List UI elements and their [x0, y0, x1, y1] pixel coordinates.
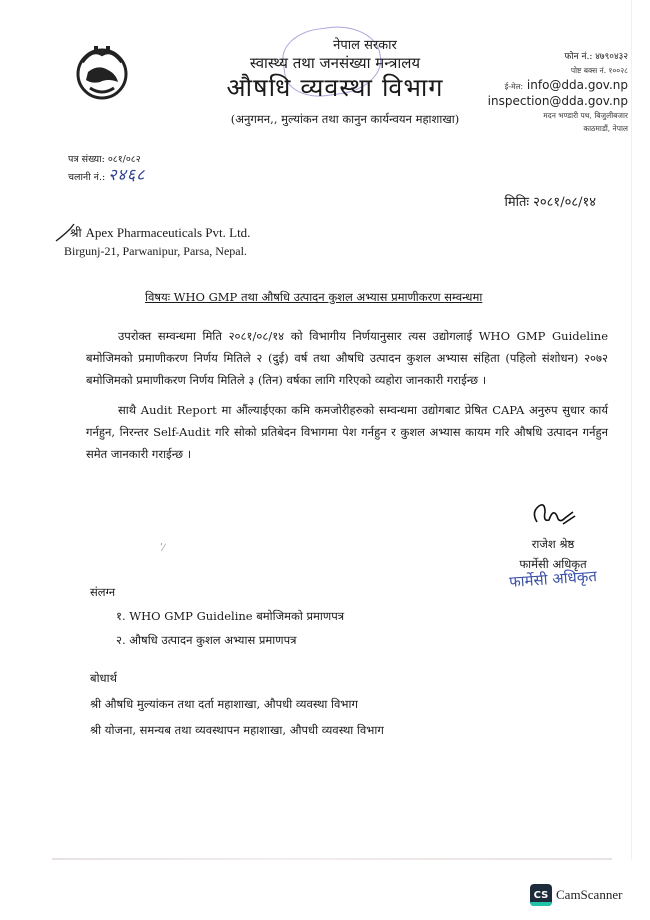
recipient-prefix: श्री — [70, 226, 82, 240]
letterhead — [180, 38, 490, 127]
signature-block — [488, 498, 618, 592]
camscanner-watermark — [530, 884, 622, 906]
letter-number-value: ०८१/०८२ — [107, 154, 141, 165]
camscanner-label: CamScanner — [556, 887, 623, 902]
pencil-mark-icon: ʹ⁄ — [160, 543, 165, 554]
phone-number: फोन नं.: ४७९०४३२ — [564, 52, 628, 62]
address-line-1: मदन भण्डारी पथ, बिजुलीबजार — [543, 111, 628, 120]
nepal-emblem-icon — [72, 42, 132, 102]
cc-section — [90, 665, 384, 743]
letter-date — [504, 192, 596, 210]
recipient-block — [64, 224, 250, 260]
ministry-name: स्वास्थ्य तथा जनसंख्या मन्त्रालय — [249, 54, 421, 72]
reference-block — [68, 152, 146, 185]
recipient-name-line — [64, 224, 250, 242]
dispatch-number — [68, 167, 146, 185]
date-label: मितिः — [504, 195, 530, 210]
date-value: २०८१/०८/१४ — [533, 195, 596, 210]
cc-item: श्री औषधि मुल्यांकन तथा दर्ता महाशाखा, औपधी व्यवस्था विभाग — [90, 697, 358, 711]
contact-block — [448, 50, 628, 135]
attachment-item: १. WHO GMP Guideline बमोजिमको प्रमाणपत्र — [116, 609, 345, 623]
signer-title-stamp: फार्मेसी अधिकृत — [508, 566, 598, 592]
signature-scribble-icon — [527, 498, 579, 530]
po-box: पोष्ट बक्स नं. १००२८ — [570, 66, 628, 75]
division-name: (अनुगमन,, मुल्यांकन तथा कानुन कार्यन्वयन महाशाखा) — [230, 112, 460, 126]
attachment-item: २. औषधि उत्पादन कुशल अभ्यास प्रमाणपत्र — [116, 633, 297, 647]
body-paragraph-2: साथै Audit Report मा औंल्याईएका कमि कमजोरीहरुको सम्वन्धमा उद्योगबाट प्रेषित CAPA अनुरुप सुधार कार्य गर्नहुन, निरन्तर Self-Audit गरि सोको प्रतिबेदन विभागमा पेश गर्नहुन र कुशल अभ्यास कायम गरि औषधि उत्पादन गर्नहुन समेत जानकारी गराईन्छ । — [86, 403, 608, 461]
cc-item: श्री योजना, समन्यब तथा व्यवस्थापन महाशाखा, औपधी व्यवस्था विभाग — [90, 723, 384, 737]
email-label: ई-मेल: — [504, 82, 524, 91]
attachments-heading: संलग्न — [90, 585, 116, 599]
signer-name: राजेश श्रेष्ठ — [531, 537, 575, 551]
cc-heading: बोधार्थ — [90, 671, 117, 685]
camscanner-logo-icon: CS — [530, 884, 552, 906]
letter-subject: विषयः WHO GMP तथा औषधि उत्पादन कुशल अभ्यास प्रमाणीकरण सम्वन्धमा — [145, 290, 483, 304]
signer-title: फार्मेसी अधिकृत — [519, 557, 587, 571]
page-edge-bottom — [52, 858, 612, 860]
department-name: औषधि व्यवस्था विभाग — [226, 73, 444, 102]
dispatch-number-value: २४६८ — [108, 165, 146, 184]
attachments-list — [116, 604, 344, 652]
page-edge-right — [631, 0, 632, 860]
email-info: info@dda.gov.np — [526, 78, 628, 92]
attachments-section — [90, 580, 344, 652]
address-line-2: काठमाडौं, नेपाल — [583, 124, 628, 133]
recipient-address: Birgunj-21, Parwanipur, Parsa, Nepal. — [64, 244, 247, 258]
email-inspection: inspection@dda.gov.np — [487, 94, 628, 108]
recipient-name: Apex Pharmaceuticals Pvt. Ltd. — [85, 225, 251, 240]
letter-body — [86, 325, 608, 473]
letter-number-label: पत्र संख्या: — [68, 154, 105, 165]
dispatch-number-label: चलानी नं.: — [68, 172, 106, 183]
body-paragraph-1: उपरोक्त सम्वन्धमा मिति २०८१/०८/१४ को विभागीय निर्णयानुसार त्यस उद्योगलाई WHO GMP Guideline बमोजिमको प्रमाणीकरण निर्णय मितिले २ (दुई) वर्ष तथा औषधि उत्पादन कुशल अभ्यास संहिता (पहिलो संशोधन) २०७२ बमोजिमको प्रमाणीकरण निर्णय मितिले ३ (तिन) वर्षका लागि गरिएको व्यहोरा जानकारी गराईन्छ । — [86, 329, 608, 387]
email-primary — [448, 77, 628, 93]
government-name: नेपाल सरकार — [333, 38, 397, 53]
